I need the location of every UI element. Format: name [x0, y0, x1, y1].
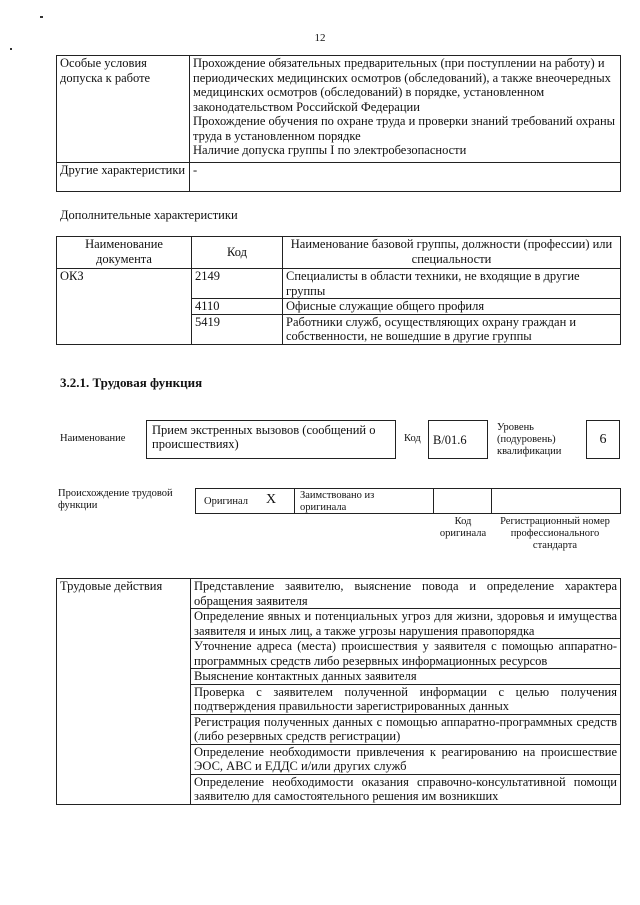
scan-mark [40, 16, 43, 18]
table-row [57, 163, 621, 192]
condition-text: Прохождение обучения по охране труда и проверки знаний требований охраны труда в установленном порядке [193, 114, 616, 143]
action-item: Регистрация полученных данных с помощью аппаратно-программных средств (либо резервных средств регистрации) [191, 714, 621, 744]
function-name-box [146, 420, 396, 459]
action-item: Уточнение адреса (места) происшествия у заявителя с помощью аппаратно-программных средств либо резервных информационных ресурсов [191, 639, 621, 669]
conditions-table [56, 55, 621, 192]
row-values [190, 56, 621, 163]
row-label: Особые условия допуска к работе [57, 56, 190, 163]
origin-reg-box [491, 488, 621, 514]
level-label: Уровень (подуровень) квалификации [497, 422, 562, 457]
condition-text: Прохождение обязательных предварительных (при поступлении на работу) и периодических медицинских осмотров (обследований), а также внеочередных медицинских осмотров (обследований) в порядке, установленном законодательством Российской Федерации [193, 56, 611, 114]
code-cell: 2149 [192, 269, 283, 299]
function-name: Прием экстренных вызовов (сообщений о происшествиях) [152, 423, 376, 451]
code-caption: Код оригинала [439, 516, 487, 539]
page-number: 12 [314, 32, 326, 44]
condition-text: Наличие допуска группы I по электробезопасности [193, 143, 467, 157]
level-box [586, 420, 620, 459]
table-row [57, 56, 621, 163]
origin-label: Происхождение трудовой функции [58, 488, 173, 511]
column-header: Наименование документа [57, 237, 192, 269]
action-item: Проверка с заявителем полученной информации с целью получения подтверждения правильности зарегистрированных данных [191, 684, 621, 714]
function-code: B/01.6 [433, 433, 467, 447]
code-cell: 5419 [192, 314, 283, 344]
origin-original-box [195, 488, 295, 514]
additional-table [56, 236, 621, 345]
action-item: Выяснение контактных данных заявителя [191, 669, 621, 685]
section-title: Дополнительные характеристики [60, 208, 238, 222]
reg-caption: Регистрационный номер профессионального стандарта [500, 516, 610, 551]
actions-label: Трудовые действия [57, 579, 191, 805]
name-cell: Офисные служащие общего профиля [283, 299, 621, 315]
name-cell: Работники служб, осуществляющих охрану граждан и собственности, не вошедшие в другие группы [283, 314, 621, 344]
code-label: Код [404, 433, 421, 444]
borrowed-label: Заимствовано из оригинала [300, 490, 375, 513]
action-item: Представление заявителю, выяснение повода и определение характера обращения заявителя [191, 579, 621, 609]
column-header: Наименование базовой группы, должности (профессии) или специальности [283, 237, 621, 269]
origin-code-box [433, 488, 492, 514]
column-header: Код [192, 237, 283, 269]
original-mark: X [266, 492, 277, 507]
action-item: Определение необходимости привлечения к реагированию на происшествие ЭОС, АВС и ЕДДС и/или других служб [191, 744, 621, 774]
doc-name-cell: ОКЗ [57, 269, 192, 345]
actions-table [56, 578, 621, 805]
table-header-row [57, 237, 621, 269]
row-value: - [190, 163, 621, 192]
row-label: Другие характеристики [57, 163, 190, 192]
table-row [57, 269, 621, 299]
table-row [57, 579, 621, 609]
function-code-box [428, 420, 488, 459]
level-value: 6 [599, 432, 607, 447]
function-heading: 3.2.1. Трудовая функция [60, 375, 203, 390]
original-label: Оригинал [204, 496, 248, 507]
scan-mark [10, 48, 12, 50]
action-item: Определение явных и потенциальных угроз для жизни, здоровья и имущества заявителя и иных лиц, а также угрозы нарушения правопорядка [191, 609, 621, 639]
name-cell: Специалисты в области техники, не входящие в другие группы [283, 269, 621, 299]
origin-borrowed-box [294, 488, 434, 514]
name-label: Наименование [60, 433, 126, 444]
code-cell: 4110 [192, 299, 283, 315]
action-item: Определение необходимости оказания справочно-консультативной помощи заявителю для самостоятельного решения им возникших [191, 774, 621, 804]
